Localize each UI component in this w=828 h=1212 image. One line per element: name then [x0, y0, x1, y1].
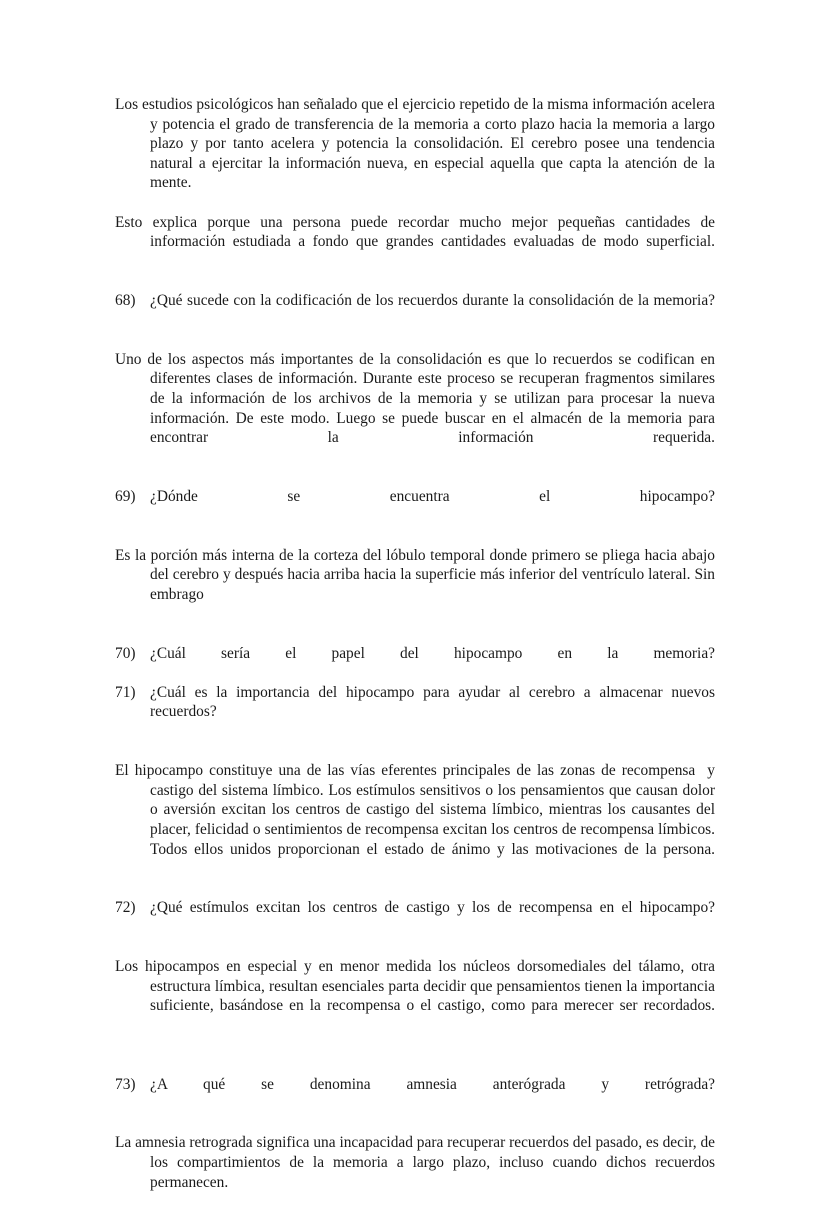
question-item-72: [115, 898, 715, 937]
spacer: [115, 1114, 715, 1134]
question-text-73: ¿A qué se denomina amnesia anterógrada y retrógrada?: [150, 1075, 715, 1093]
spacer: [115, 624, 715, 644]
paragraph-esto-explica: Esto explica porque una persona puede recordar mucho mejor pequeñas cantidades de información estudiada a fondo que grandes cantidades evaluadas de modo superficial.: [115, 213, 719, 251]
spacer: [115, 330, 715, 350]
document-body: [115, 95, 719, 1212]
spacer: [115, 879, 715, 899]
spacer: [115, 742, 715, 762]
spacer: [115, 1036, 715, 1075]
paragraph-porcion-mas-interna: Es la porción más interna de la corteza del lóbulo temporal donde primero se pliega hacia abajo del cerebro y después hacia arriba hacia la superficie más inferior del ventrículo lateral. Sin embrago: [115, 546, 719, 603]
question-item-68: [115, 291, 715, 330]
paragraph-hipocampo-vias-eferentes: El hipocampo constituye una de las vías eferentes principales de las zonas de recompensa y castigo del sistema límbico. Los estímulos sensitivos o los pensamientos que causan dolor o aversión excitan los centros de castigo del sistema límbico, mientras los causantes del placer, felicidad o sentimientos de recompensa excitan los centros de recompensa límbicos. Todos ellos unidos proporcionan el estado de ánimo y las motivaciones de la persona.: [115, 762, 719, 858]
question-text-72: ¿Qué estímulos excitan los centros de castigo y los de recompensa en el hipocampo?: [150, 899, 715, 917]
spacer: [115, 938, 715, 958]
question-text-68: ¿Qué sucede con la codificación de los recuerdos durante la consolidación de la memoria?: [150, 291, 715, 309]
paragraph-uno-de-los-aspectos: Uno de los aspectos más importantes de la consolidación es que lo recuerdos se codifican en diferentes clases de información. Durante este proceso se recuperan fragmentos similares de la información de los archivos de la memoria y se utilizan para procesar la nueva información. De este modo. Luego se puede buscar en el almacén de la memoria para encontrar la información requerida.: [115, 350, 719, 447]
question-item-69: [115, 487, 715, 526]
question-text-70: ¿Cuál sería el papel del hipocampo en la memoria?: [150, 644, 715, 662]
spacer: [115, 271, 715, 291]
question-number-68: 68): [115, 291, 136, 309]
paragraph-estudios-psicologicos: Los estudios psicológicos han señalado que el ejercicio repetido de la misma información acelera y potencia el grado de transferencia de la memoria a corto plazo hacia la memoria a largo plazo y por tanto acelera y potencia la consolidación. El cerebro posee una tendencia natural a ejercitar la información nueva, en especial aquella que capta la atención de la mente.: [115, 96, 719, 192]
question-text-71: ¿Cuál es la importancia del hipocampo para ayudar al cerebro a almacenar nuevos recuerdos?: [150, 683, 719, 721]
spacer: [115, 467, 715, 487]
question-item-73: [115, 1075, 715, 1114]
paragraph-hipocampos-nucleos-dorsomediales: Los hipocampos en especial y en menor medida los núcleos dorsomediales del tálamo, otra estructura límbica, resultan esenciales parta decidir que pensamientos tienen la importancia suficiente, basándose en la recompensa o el castigo, como para merecer ser recordados.: [115, 958, 719, 1015]
question-number-70: 70): [115, 644, 136, 662]
paragraph-amnesia-retrograda: La amnesia retrograda significa una incapacidad para recuperar recuerdos del pasado, es decir, de los compartimientos de la memoria a largo plazo, incluso cuando dichos recuerdos permanecen.: [115, 1134, 719, 1191]
question-number-72: 72): [115, 899, 136, 917]
question-item-70: [115, 644, 715, 683]
question-text-69: ¿Dónde se encuentra el hipocampo?: [150, 487, 715, 505]
question-number-73: 73): [115, 1075, 136, 1093]
spacer: [115, 526, 715, 546]
question-number-71: 71): [115, 683, 136, 701]
question-item-71: [115, 683, 719, 742]
question-number-69: 69): [115, 487, 136, 505]
